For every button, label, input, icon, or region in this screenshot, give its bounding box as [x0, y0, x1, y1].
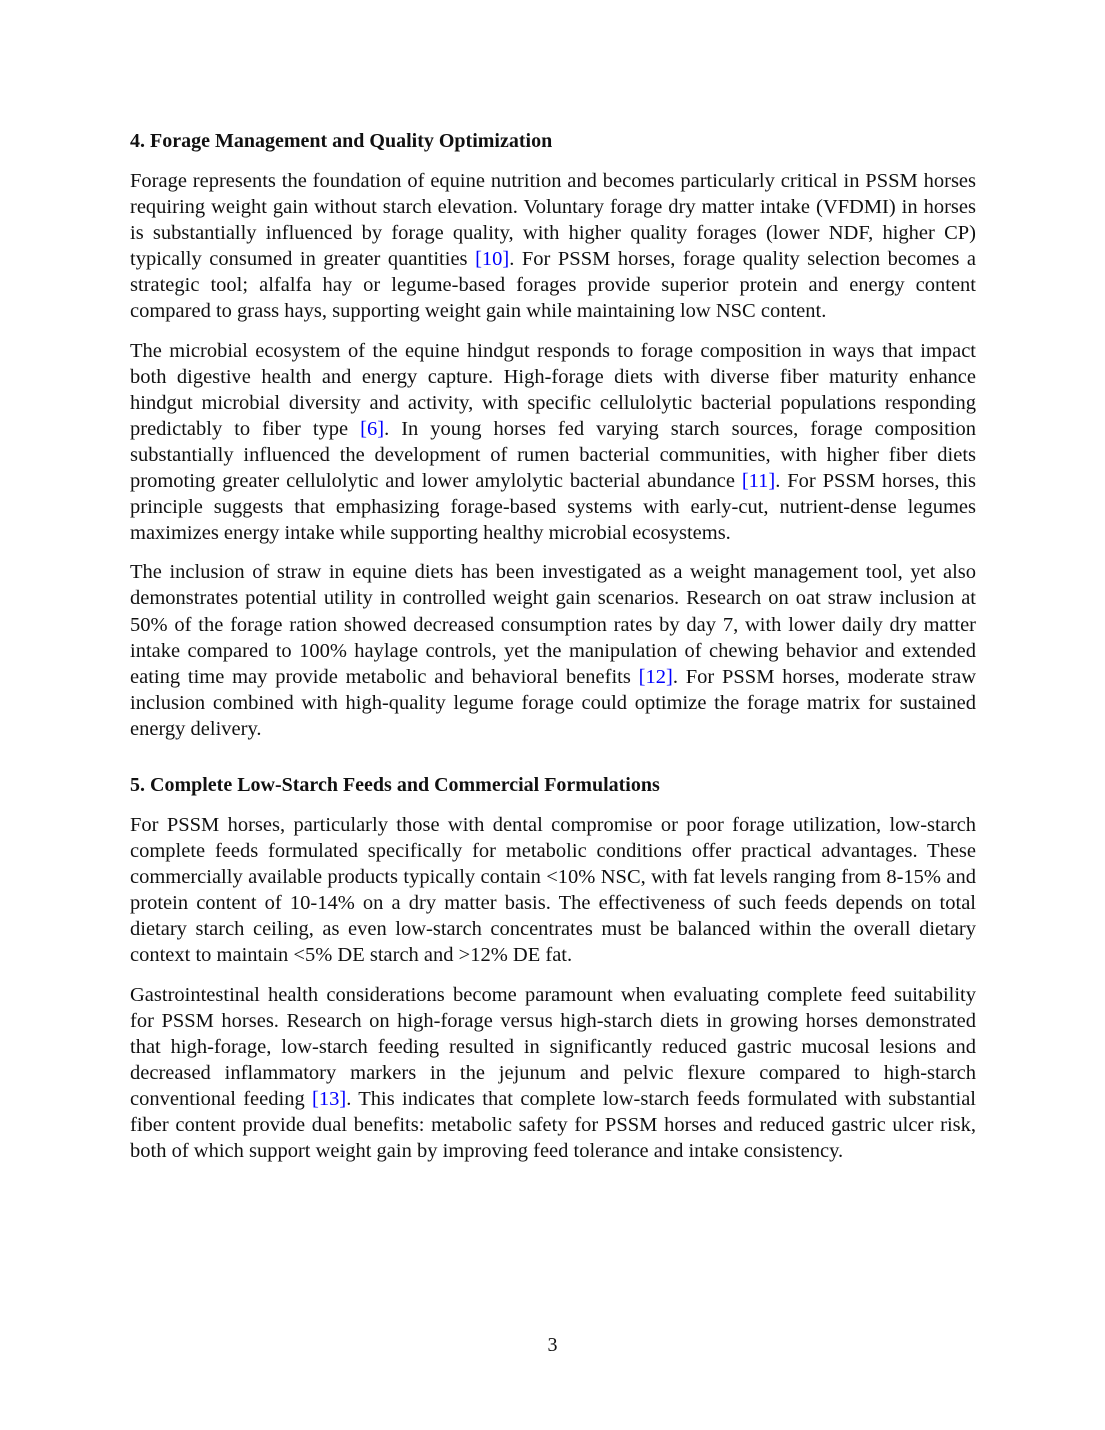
paragraph-text: . In young horses fed varying starch sources, forage composition substantially influenced the development of rumen bacterial communities, with higher fiber diets promoting greater cellulolytic and lower amylolytic bacterial abundance [130, 417, 976, 493]
paragraph-text: The microbial ecosystem of the equine hindgut responds to forage composition in ways that impact both digestive health and energy capture. High-forage diets with diverse fiber maturity enhance hindgut microbial diversity and activity, with specific cellulolytic bacterial populations responding predictably to fiber type [130, 339, 976, 440]
citation-link[interactable]: [6] [360, 417, 385, 440]
citation-link[interactable]: [13] [312, 1087, 347, 1110]
paragraph-text: For PSSM horses, particularly those with dental compromise or poor forage utilization, low-starch complete feeds formulated specifically for metabolic conditions offer practical advantages. These commercially available products typically contain <10% NSC, with fat levels ranging from 8-15% and protein content of 10-14% on a dry matter basis. The effectiveness of such feeds depends on total dietary starch ceiling, as even low-starch concentrates must be balanced within the overall dietary context to maintain <5% DE starch and >12% DE fat. [130, 813, 976, 967]
paragraph-text: . For PSSM horses, forage quality selection becomes a strategic tool; alfalfa hay or legume-based forages provide superior protein and energy content compared to grass hays, supporting weight gain while maintaining low NSC content. [130, 248, 976, 323]
citation-link[interactable]: [11] [741, 470, 776, 493]
section-heading: 4. Forage Management and Quality Optimization [130, 130, 553, 152]
paragraph-text: Gastrointestinal health considerations become paramount when evaluating complete feed suitability for PSSM horses. Research on high-forage versus high-starch diets in growing horses demonstrated that high-forage, low-starch feeding resulted in significantly reduced gastric mucosal lesions and decreased inflammatory markers in the jejunum and pelvic flexure compared to high-starch conventional feeding [130, 983, 976, 1110]
section-heading: 5. Complete Low-Starch Feeds and Commercial Formulations [130, 773, 660, 796]
page-number: 3 [547, 1334, 558, 1356]
section-4 [130, 128, 976, 742]
paragraph [130, 812, 976, 969]
citation-link[interactable]: [12] [638, 665, 673, 688]
paragraph [130, 982, 976, 1165]
paragraph-text: . For PSSM horses, this principle suggests that emphasizing forage-based systems with early-cut, nutrient-dense legumes maximizes energy intake while supporting healthy microbial ecosystems. [130, 470, 976, 545]
page-body [130, 128, 976, 1177]
paragraph-text: Forage represents the foundation of equine nutrition and becomes particularly critical in PSSM horses requiring weight gain without starch elevation. Voluntary forage dry matter intake (VFDMI) in horses is substantially influenced by forage quality, with higher quality forages (lower NDF, higher CP) typically consumed in greater quantities [130, 170, 976, 271]
paragraph [130, 168, 976, 325]
section-5 [130, 772, 976, 1164]
paragraph-text: . For PSSM horses, moderate straw inclusion combined with high-quality legume forage could optimize the forage matrix for sustained energy delivery. [130, 665, 976, 740]
paragraph [130, 559, 976, 742]
paragraph [130, 338, 976, 547]
citation-link[interactable]: [10] [475, 248, 510, 271]
paragraph-text: The inclusion of straw in equine diets has been investigated as a weight management tool, yet also demonstrates potential utility in controlled weight gain scenarios. Research on oat straw inclusion at 50% of the forage ration showed decreased consumption rates by day 7, with lower daily dry matter intake compared to 100% haylage controls, yet the manipulation of chewing behavior and extended eating time may provide metabolic and behavioral benefits [130, 561, 976, 688]
paragraph-text: . This indicates that complete low-starch feeds formulated with substantial fiber content provide dual benefits: metabolic safety for PSSM horses and reduced gastric ulcer risk, both of which support weight gain by improving feed tolerance and intake consistency. [130, 1087, 976, 1163]
